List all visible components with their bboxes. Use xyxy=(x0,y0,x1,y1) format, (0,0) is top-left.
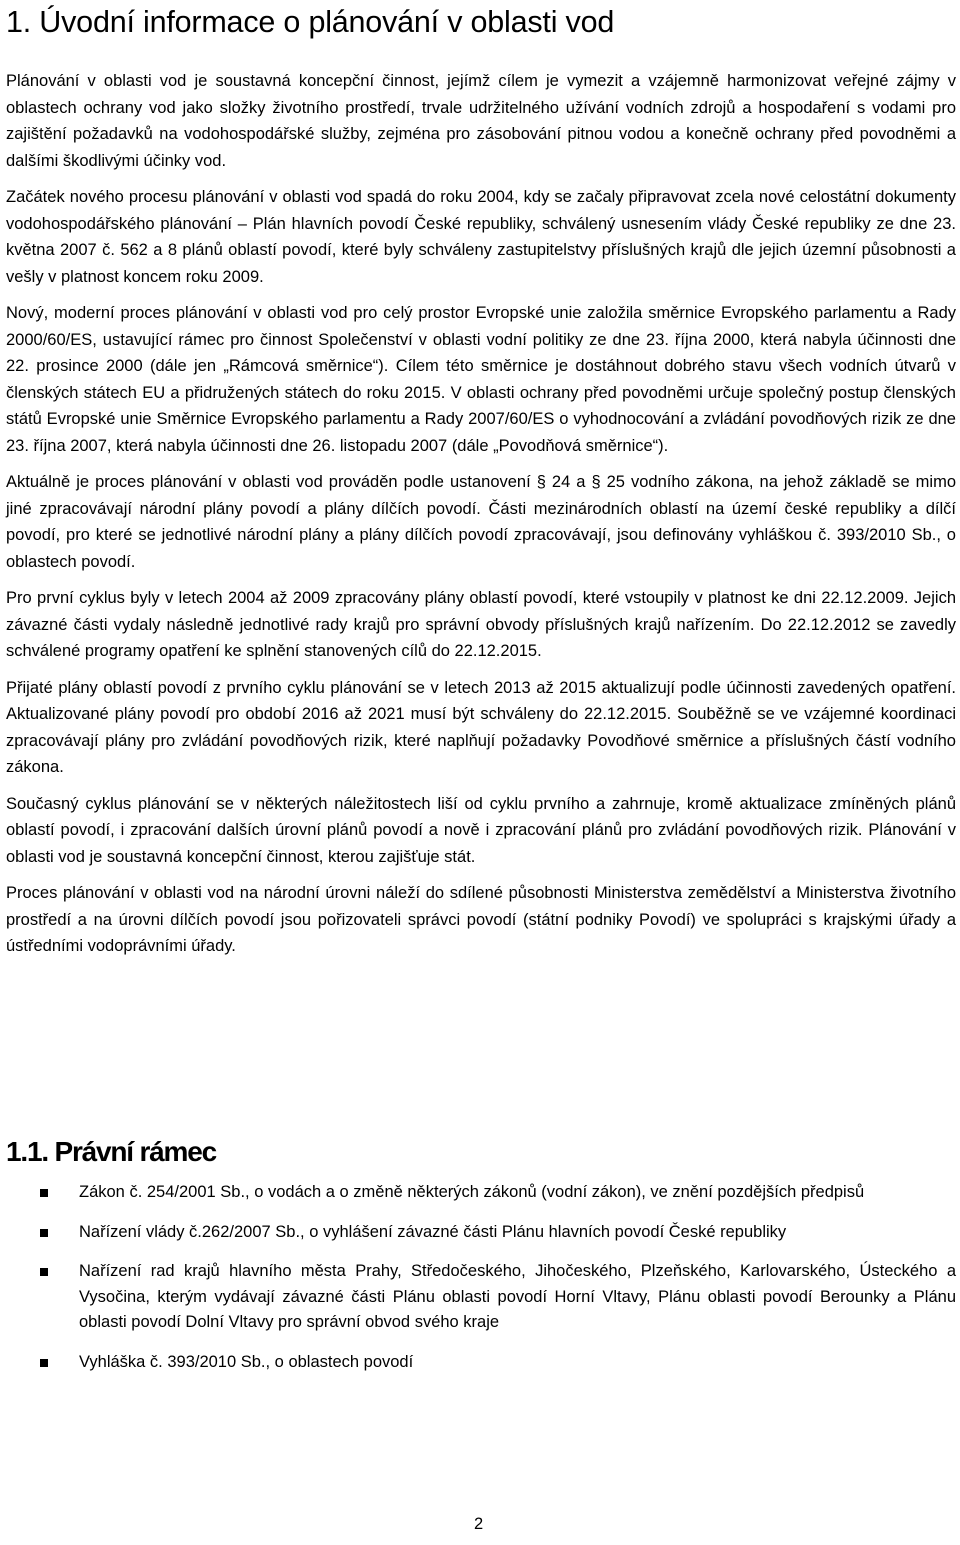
paragraph: Aktuálně je proces plánování v oblasti vod prováděn podle ustanovení § 24 a § 25 vodního zákona, na jehož základě se mimo jiné zpracovávají národní plány povodí a plány dílčích povodí. Části mezinárodních oblastí na území české republiky a dílčí povodí, pro které se jednotlivé národní plány a plány dílčích povodí zpracovávají, jsou definovány vyhláškou č. 393/2010 Sb., o oblastech povodí. xyxy=(6,473,956,571)
chapter-title: 1. Úvodní informace o plánování v oblasti vod xyxy=(6,5,615,39)
square-bullet-icon xyxy=(40,1359,48,1367)
list-item-text: Zákon č. 254/2001 Sb., o vodách a o změně některých zákonů (vodní zákon), ve znění pozdějších předpisů xyxy=(79,1183,865,1201)
paragraph: Proces plánování v oblasti vod na národní úrovni náleží do sdílené působnosti Ministerstva zemědělství a Ministerstva životního prostředí a na úrovni dílčích povodí jsou pořizovateli správci povodí (státní podniky Povodí) ve spolupráci s krajskými úřady a ústředními vodoprávními úřady. xyxy=(6,884,956,955)
page-number: 2 xyxy=(474,1515,484,1533)
list-item-text: Nařízení vlády č.262/2007 Sb., o vyhlášení závazné části Plánu hlavních povodí České republiky xyxy=(79,1222,787,1241)
list-item xyxy=(6,1180,956,1206)
square-bullet-icon xyxy=(40,1229,48,1237)
list-item-text: Nařízení rad krajů hlavního města Prahy, Středočeského, Jihočeského, Plzeňského, Karlovarského, Ústeckého a Vysočina, kterým vydávají závazné části Plánu oblasti povodí Horní Vltavy, Plánu oblasti povodí Berounky a Plánu oblasti povodí Dolní Vltavy pro správní obvod svého kraje xyxy=(79,1262,956,1331)
list-item xyxy=(6,1350,956,1376)
paragraph: Začátek nového procesu plánování v oblasti vod spadá do roku 2004, kdy se začaly připravovat zcela nové celostátní dokumenty vodohospodářského plánování – Plán hlavních povodí České republiky, schválený usnesením vlády České republiky ze dne 23. května 2007 č. 562 a 8 plánů oblastí povodí, které byly schváleny zastupitelstvy příslušných krajů dle jejich územní působnosti a vešly v platnost koncem roku 2009. xyxy=(6,188,956,286)
square-bullet-icon xyxy=(40,1268,48,1276)
legal-framework-list xyxy=(6,1180,956,1389)
paragraph: Pro první cyklus byly v letech 2004 až 2009 zpracovány plány oblastí povodí, které vstoupily v platnost ke dni 22.12.2009. Jejich závazné části vydaly následně jednotlivé rady krajů pro správní obvody příslušných krajů nařízením. Do 22.12.2012 se zavedly schválené programy opatření ke splnění stanovených cílů do 22.12.2015. xyxy=(6,589,956,660)
paragraph: Nový, moderní proces plánování v oblasti vod pro celý prostor Evropské unie založila směrnice Evropského parlamentu a Rady 2000/60/ES, ustavující rámec pro činnost Společenství v oblasti vodní politiky ze dne 23. října 2000, která nabyla účinnosti dne 22. prosince 2000 (dále jen „Rámcová směrnice“). Cílem této směrnice je dostáhnout dobrého stavu všech vodních útvarů v členských státech EU a přidružených státech do roku 2015. V oblasti ochrany před povodněmi určuje společný postup členských států Evropské unie Směrnice Evropského parlamentu a Rady 2007/60/ES o vyhodnocování a zvládání povodňových rizik ze dne 23. října 2007, která nabyla účinnosti dne 26. listopadu 2007 (dále „Povodňová směrnice“). xyxy=(6,304,956,455)
square-bullet-icon xyxy=(40,1189,48,1197)
paragraph: Přijaté plány oblastí povodí z prvního cyklu plánování se v letech 2013 až 2015 aktualizují podle účinnosti zavedených opatření. Aktualizované plány povodí pro období 2016 až 2021 musí být schváleny do 22.12.2015. Souběžně se ve vzájemné koordinaci zpracovávají plány pro zvládání povodňových rizik, které naplňují požadavky Povodňové směrnice a příslušných částí vodního zákona. xyxy=(6,678,956,776)
paragraph: Plánování v oblasti vod je soustavná koncepční činnost, jejímž cílem je vymezit a vzájemně harmonizovat veřejné zájmy v oblastech ochrany vod jako složky životního prostředí, trvale udržitelného užívání vodních zdrojů a hospodaření s vodami pro zajištění požadavků na vodohospodářské služby, zejména pro zásobování pitnou vodou a konečně ochrany před povodněmi a dalšími škodlivými účinky vod. xyxy=(6,72,956,170)
section-title: 1.1. Právní rámec xyxy=(6,1136,216,1167)
list-item xyxy=(6,1259,956,1336)
paragraph: Současný cyklus plánování se v některých náležitostech liší od cyklu prvního a zahrnuje, kromě aktualizace zmíněných plánů oblastí povodí, i zpracování dalších úrovní plánů povodí a nově i zpracování plánů pro zvládání povodňových rizik. Plánování v oblasti vod je soustavná koncepční činnost, kterou zajišťuje stát. xyxy=(6,794,956,866)
list-item xyxy=(6,1220,956,1246)
list-item-text: Vyhláška č. 393/2010 Sb., o oblastech povodí xyxy=(79,1352,414,1371)
intro-text xyxy=(6,68,956,970)
